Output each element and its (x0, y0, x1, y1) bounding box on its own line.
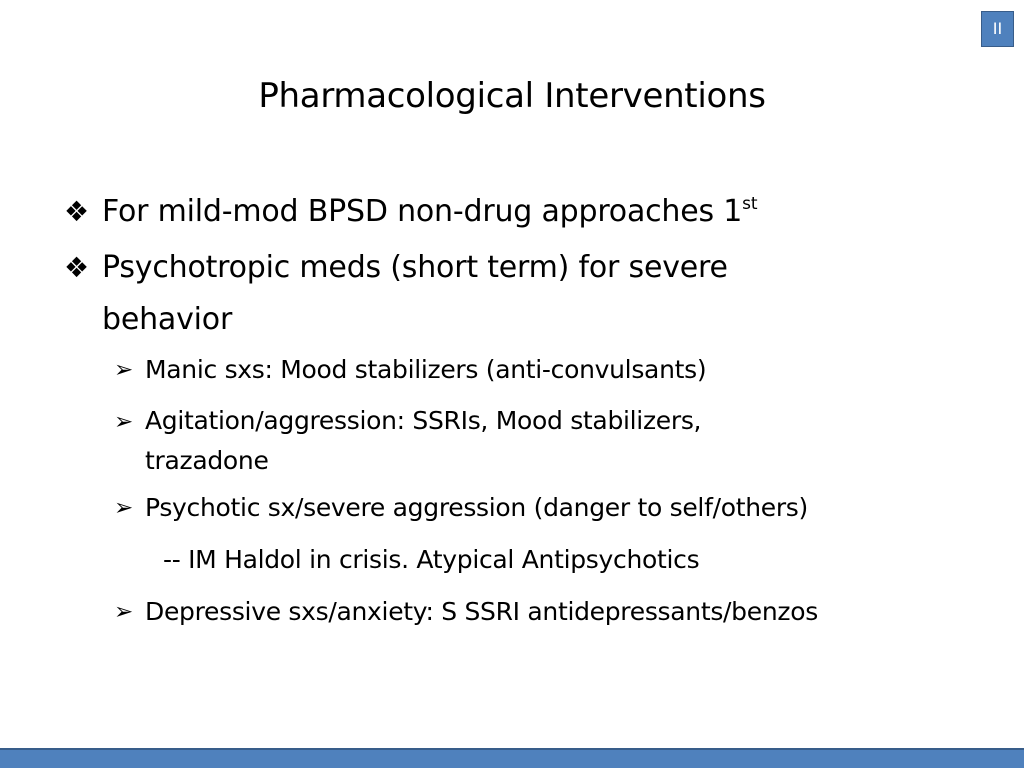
diamond-four-star-icon: ❖ (64, 251, 89, 284)
slide-footer-bar (0, 748, 1024, 768)
sub-bullet-item (64, 398, 984, 478)
sub-bullet-continuation: -- IM Haldol in crisis. Atypical Antipsychotics (163, 545, 700, 574)
slide-title: Pharmacological Interventions (258, 76, 766, 116)
sub-bullet-item (64, 346, 984, 394)
arrowhead-icon: ➢ (114, 357, 133, 383)
slide-section-badge: II (981, 11, 1014, 47)
sub-bullet-text: Manic sxs: Mood stabilizers (anti-convulsants) (145, 355, 707, 384)
bullet-text (102, 242, 984, 346)
arrowhead-icon: ➢ (114, 599, 133, 625)
bullet-superscript: st (742, 194, 758, 214)
sub-bullet-text: Depressive sxs/anxiety: S SSRI antidepressants/benzos (145, 597, 818, 626)
arrowhead-icon: ➢ (114, 409, 133, 435)
diamond-four-star-icon: ❖ (64, 195, 89, 228)
bullet-item (64, 242, 984, 346)
sub-bullet-text-line: Agitation/aggression: SSRIs, Mood stabilizers, (145, 406, 702, 435)
arrowhead-icon: ➢ (114, 495, 133, 521)
bullet-text (102, 186, 984, 238)
bullet-text-main: For mild-mod BPSD non-drug approaches 1 (102, 194, 743, 229)
bullet-text-line: behavior (102, 302, 233, 337)
sub-bullet-text (145, 398, 984, 478)
sub-bullet-item (64, 588, 984, 636)
sub-bullet-text: Psychotic sx/severe aggression (danger to self/others) (145, 493, 808, 522)
sub-bullet-item (64, 484, 984, 532)
bullet-item (64, 186, 984, 238)
slide-content (64, 186, 984, 636)
bullet-text-line: Psychotropic meds (short term) for severe (102, 250, 728, 285)
sub-bullet-text-line: trazadone (145, 446, 269, 475)
